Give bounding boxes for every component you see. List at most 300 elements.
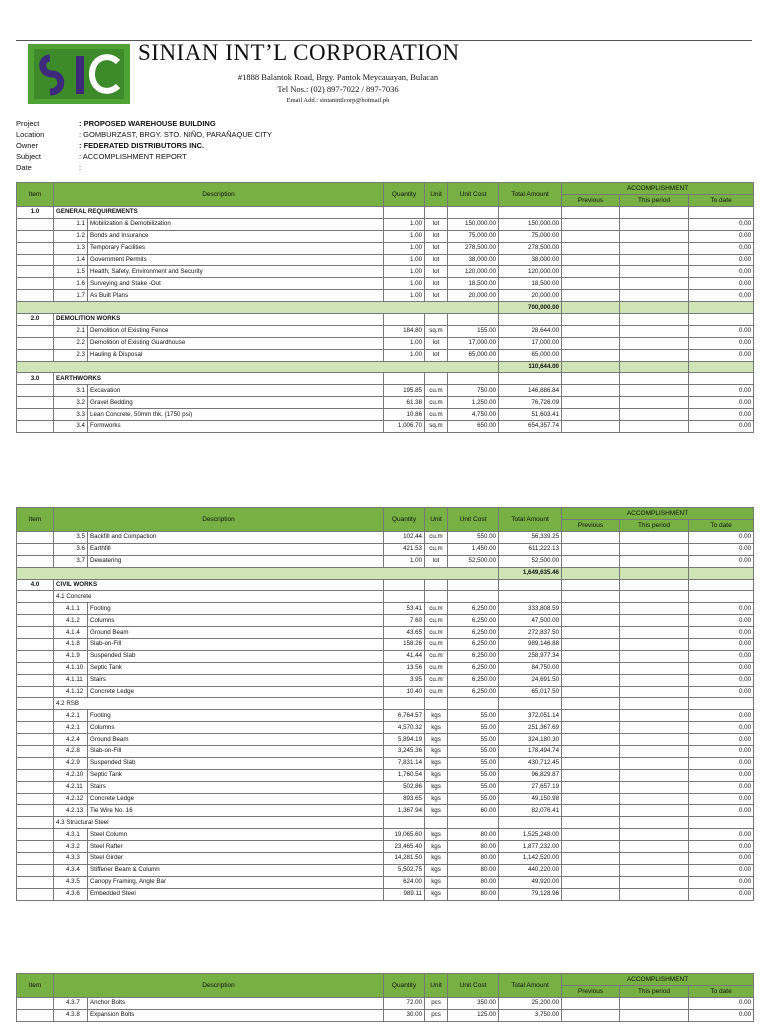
item-description: Slab-on-Fill xyxy=(88,746,384,758)
sub-item-number: 4.3.2 xyxy=(54,841,88,853)
empty-cell xyxy=(689,817,754,829)
col-header-to-date: To date xyxy=(689,986,754,998)
meta-label: Date xyxy=(16,163,32,172)
empty-cell xyxy=(499,314,562,326)
unit-cost: 65,000.00 xyxy=(448,349,499,361)
sub-item-number: 1.6 xyxy=(54,278,88,290)
quantity: 43.65 xyxy=(384,627,425,639)
empty-cell xyxy=(384,207,425,219)
col-header-quantity: Quantity xyxy=(384,508,425,532)
subtotal-amount: 700,000.00 xyxy=(499,302,562,314)
table-row xyxy=(17,722,754,734)
previous xyxy=(562,421,620,433)
empty-cell xyxy=(384,591,425,603)
item-description: Formworks xyxy=(88,421,384,433)
item-description: Footing xyxy=(88,603,384,615)
col-header-this-period: This period xyxy=(620,986,689,998)
empty-cell xyxy=(17,254,54,266)
meta-value: : xyxy=(79,163,82,172)
table-row xyxy=(17,325,754,337)
sub-item-number: 3.5 xyxy=(54,532,88,544)
total-amount: 440,220.00 xyxy=(499,864,562,876)
table-row xyxy=(17,254,754,266)
empty-cell xyxy=(17,876,54,888)
col-header-unit-cost: Unit Cost xyxy=(448,183,499,207)
quantity: 1.00 xyxy=(384,337,425,349)
empty-cell xyxy=(448,579,499,591)
sub-item-number: 1.1 xyxy=(54,218,88,230)
boq-table-page-2 xyxy=(16,507,754,901)
this-period xyxy=(620,639,689,651)
item-description: Hauling & Disposal xyxy=(88,349,384,361)
sub-item-number: 3.6 xyxy=(54,543,88,555)
unit-cost: 20,000.00 xyxy=(448,290,499,302)
company-email: Email Add.: sinianintlcorp@hotmail.ph xyxy=(286,97,390,104)
previous xyxy=(562,218,620,230)
table-row xyxy=(17,734,754,746)
quantity: 13.56 xyxy=(384,662,425,674)
table-row xyxy=(17,817,754,829)
this-period xyxy=(620,805,689,817)
empty-cell xyxy=(17,841,54,853)
unit-cost: 55.00 xyxy=(448,722,499,734)
unit: lot xyxy=(425,555,448,567)
unit-cost: 75,000.00 xyxy=(448,230,499,242)
to-date: 0.00 xyxy=(689,757,754,769)
previous xyxy=(562,1009,620,1021)
to-date: 0.00 xyxy=(689,793,754,805)
sub-item-number: 2.2 xyxy=(54,337,88,349)
sub-item-number: 4.2.4 xyxy=(54,734,88,746)
quantity: 893.65 xyxy=(384,793,425,805)
previous xyxy=(562,639,620,651)
this-period xyxy=(620,674,689,686)
item-description: Stairs xyxy=(88,674,384,686)
total-amount: 372,051.14 xyxy=(499,710,562,722)
previous xyxy=(562,337,620,349)
previous xyxy=(562,242,620,254)
item-description: Steel Column xyxy=(88,829,384,841)
sub-item-number: 4.1.10 xyxy=(54,662,88,674)
item-description: Health, Safety, Environment and Security xyxy=(88,266,384,278)
unit: cu.m xyxy=(425,662,448,674)
unit-cost: 60.00 xyxy=(448,805,499,817)
to-date: 0.00 xyxy=(689,397,754,409)
quantity: 30.00 xyxy=(384,1009,425,1021)
sub-item-number: 1.5 xyxy=(54,266,88,278)
previous xyxy=(562,876,620,888)
empty-cell xyxy=(620,314,689,326)
company-address: #1888 Balantok Road, Brgy. Pantok Meycauayan, Bulacan xyxy=(237,72,439,82)
to-date: 0.00 xyxy=(689,722,754,734)
sub-item-number: 4.2.10 xyxy=(54,769,88,781)
empty-cell xyxy=(689,361,754,373)
empty-cell xyxy=(562,361,620,373)
empty-cell xyxy=(689,302,754,314)
item-number: 2.0 xyxy=(17,314,54,326)
table-row xyxy=(17,567,754,579)
table-row xyxy=(17,242,754,254)
to-date: 0.00 xyxy=(689,769,754,781)
company-logo xyxy=(28,44,130,104)
sub-item-number: 4.2.9 xyxy=(54,757,88,769)
to-date: 0.00 xyxy=(689,805,754,817)
empty-cell xyxy=(448,698,499,710)
col-header-this-period: This period xyxy=(620,195,689,207)
empty-cell xyxy=(17,698,54,710)
empty-cell xyxy=(499,373,562,385)
this-period xyxy=(620,218,689,230)
sub-item-number: 4.2.1 xyxy=(54,710,88,722)
meta-value: : FEDERATED DISTRIBUTORS INC. xyxy=(79,141,205,150)
quantity: 102.44 xyxy=(384,532,425,544)
empty-cell xyxy=(17,567,499,579)
table-row xyxy=(17,686,754,698)
empty-cell xyxy=(17,817,54,829)
sub-item-number: 4.1.1 xyxy=(54,603,88,615)
unit: kgs xyxy=(425,876,448,888)
this-period xyxy=(620,769,689,781)
this-period xyxy=(620,627,689,639)
quantity: 72.00 xyxy=(384,998,425,1010)
item-description: Steel Girder xyxy=(88,853,384,865)
to-date: 0.00 xyxy=(689,639,754,651)
previous xyxy=(562,793,620,805)
to-date: 0.00 xyxy=(689,1009,754,1021)
subtotal-amount: 110,644.00 xyxy=(499,361,562,373)
total-amount: 178,494.74 xyxy=(499,746,562,758)
sub-item-number: 4.2.8 xyxy=(54,746,88,758)
previous xyxy=(562,722,620,734)
sub-item-number: 3.4 xyxy=(54,421,88,433)
previous xyxy=(562,650,620,662)
item-description: Steel Rafter xyxy=(88,841,384,853)
quantity: 184.80 xyxy=(384,325,425,337)
unit: kgs xyxy=(425,746,448,758)
col-header-previous: Previous xyxy=(562,195,620,207)
unit: pcs xyxy=(425,998,448,1010)
item-description: Government Permits xyxy=(88,254,384,266)
unit-cost: 6,250.00 xyxy=(448,615,499,627)
empty-cell xyxy=(620,698,689,710)
previous xyxy=(562,325,620,337)
table-row xyxy=(17,769,754,781)
to-date: 0.00 xyxy=(689,421,754,433)
item-description: Backfill and Compaction xyxy=(88,532,384,544)
to-date: 0.00 xyxy=(689,337,754,349)
quantity: 1.00 xyxy=(384,242,425,254)
meta-value: : PROPOSED WAREHOUSE BUILDING xyxy=(79,119,216,128)
this-period xyxy=(620,864,689,876)
unit: sq.m xyxy=(425,421,448,433)
empty-cell xyxy=(689,698,754,710)
previous xyxy=(562,543,620,555)
sub-item-number: 4.1.9 xyxy=(54,650,88,662)
sub-item-number: 1.4 xyxy=(54,254,88,266)
previous xyxy=(562,757,620,769)
total-amount: 28,644.00 xyxy=(499,325,562,337)
total-amount: 654,357.74 xyxy=(499,421,562,433)
empty-cell xyxy=(384,314,425,326)
unit-cost: 6,250.00 xyxy=(448,627,499,639)
item-description: Stiffener Beam & Column xyxy=(88,864,384,876)
to-date: 0.00 xyxy=(689,662,754,674)
section-title: GENERAL REQUIREMENTS xyxy=(54,207,384,219)
group-title: 4.2 RSB xyxy=(54,698,384,710)
unit: kgs xyxy=(425,805,448,817)
sub-item-number: 4.2.1 xyxy=(54,722,88,734)
empty-cell xyxy=(499,698,562,710)
empty-cell xyxy=(689,567,754,579)
this-period xyxy=(620,266,689,278)
empty-cell xyxy=(17,746,54,758)
table-row xyxy=(17,781,754,793)
total-amount: 989,146.88 xyxy=(499,639,562,651)
unit-cost: 38,000.00 xyxy=(448,254,499,266)
unit: kgs xyxy=(425,829,448,841)
previous xyxy=(562,385,620,397)
this-period xyxy=(620,278,689,290)
table-row xyxy=(17,757,754,769)
total-amount: 27,657.19 xyxy=(499,781,562,793)
this-period xyxy=(620,888,689,900)
empty-cell xyxy=(689,591,754,603)
item-description: Temporary Facilities xyxy=(88,242,384,254)
sub-item-number: 4.1.12 xyxy=(54,686,88,698)
item-description: Ground Beam xyxy=(88,734,384,746)
to-date: 0.00 xyxy=(689,746,754,758)
table-row xyxy=(17,639,754,651)
col-header-unit: Unit xyxy=(425,183,448,207)
table-row xyxy=(17,853,754,865)
unit-cost: 55.00 xyxy=(448,793,499,805)
total-amount: 65,000.00 xyxy=(499,349,562,361)
unit: lot xyxy=(425,218,448,230)
this-period xyxy=(620,242,689,254)
total-amount: 56,339.25 xyxy=(499,532,562,544)
to-date: 0.00 xyxy=(689,278,754,290)
this-period xyxy=(620,337,689,349)
previous xyxy=(562,615,620,627)
this-period xyxy=(620,1009,689,1021)
table-row xyxy=(17,230,754,242)
empty-cell xyxy=(448,207,499,219)
empty-cell xyxy=(17,829,54,841)
unit-cost: 55.00 xyxy=(448,710,499,722)
to-date: 0.00 xyxy=(689,290,754,302)
item-description: Canopy Framing, Angle Bar xyxy=(88,876,384,888)
item-description: Expansion Bolts xyxy=(88,1009,384,1021)
total-amount: 1,877,232.00 xyxy=(499,841,562,853)
empty-cell xyxy=(17,853,54,865)
unit-cost: 6,250.00 xyxy=(448,650,499,662)
this-period xyxy=(620,615,689,627)
quantity: 1,006.70 xyxy=(384,421,425,433)
unit: kgs xyxy=(425,841,448,853)
this-period xyxy=(620,543,689,555)
quantity: 1,367.94 xyxy=(384,805,425,817)
to-date: 0.00 xyxy=(689,555,754,567)
quantity: 1.00 xyxy=(384,254,425,266)
unit: kgs xyxy=(425,793,448,805)
item-description: Columns xyxy=(88,615,384,627)
unit: cu.m xyxy=(425,397,448,409)
to-date: 0.00 xyxy=(689,627,754,639)
quantity: 1.00 xyxy=(384,290,425,302)
unit: kgs xyxy=(425,757,448,769)
unit: lot xyxy=(425,290,448,302)
boq-table-page-1 xyxy=(16,182,754,433)
to-date: 0.00 xyxy=(689,829,754,841)
this-period xyxy=(620,853,689,865)
this-period xyxy=(620,662,689,674)
col-header-previous: Previous xyxy=(562,986,620,998)
unit: cu.m xyxy=(425,603,448,615)
empty-cell xyxy=(384,579,425,591)
previous xyxy=(562,734,620,746)
empty-cell xyxy=(17,532,54,544)
empty-cell xyxy=(17,864,54,876)
unit-cost: 18,500.00 xyxy=(448,278,499,290)
table-row xyxy=(17,314,754,326)
to-date: 0.00 xyxy=(689,409,754,421)
unit: kgs xyxy=(425,864,448,876)
col-header-description: Description xyxy=(54,508,384,532)
col-header-total-amount: Total Amount xyxy=(499,508,562,532)
empty-cell xyxy=(17,734,54,746)
unit-cost: 125.00 xyxy=(448,1009,499,1021)
unit-cost: 6,250.00 xyxy=(448,639,499,651)
previous xyxy=(562,266,620,278)
previous xyxy=(562,555,620,567)
empty-cell xyxy=(17,409,54,421)
empty-cell xyxy=(448,314,499,326)
quantity: 6,764.57 xyxy=(384,710,425,722)
total-amount: 611,222.13 xyxy=(499,543,562,555)
table-row xyxy=(17,555,754,567)
this-period xyxy=(620,290,689,302)
this-period xyxy=(620,532,689,544)
this-period xyxy=(620,734,689,746)
total-amount: 24,691.50 xyxy=(499,674,562,686)
empty-cell xyxy=(689,373,754,385)
empty-cell xyxy=(17,266,54,278)
empty-cell xyxy=(562,698,620,710)
this-period xyxy=(620,998,689,1010)
empty-cell xyxy=(384,817,425,829)
table-row xyxy=(17,662,754,674)
empty-cell xyxy=(17,639,54,651)
previous xyxy=(562,686,620,698)
this-period xyxy=(620,722,689,734)
sub-item-number: 1.2 xyxy=(54,230,88,242)
total-amount: 17,000.00 xyxy=(499,337,562,349)
unit: lot xyxy=(425,242,448,254)
table-row xyxy=(17,532,754,544)
section-title: CIVIL WORKS xyxy=(54,579,384,591)
this-period xyxy=(620,603,689,615)
to-date: 0.00 xyxy=(689,686,754,698)
quantity: 195.85 xyxy=(384,385,425,397)
total-amount: 96,829.87 xyxy=(499,769,562,781)
total-amount: 82,076.41 xyxy=(499,805,562,817)
quantity: 1.00 xyxy=(384,349,425,361)
table-row xyxy=(17,278,754,290)
unit: pcs xyxy=(425,1009,448,1021)
empty-cell xyxy=(17,769,54,781)
sub-item-number: 4.1.4 xyxy=(54,627,88,639)
total-amount: 65,017.50 xyxy=(499,686,562,698)
this-period xyxy=(620,397,689,409)
previous xyxy=(562,888,620,900)
empty-cell xyxy=(620,361,689,373)
col-header-previous: Previous xyxy=(562,520,620,532)
previous xyxy=(562,662,620,674)
item-number: 3.0 xyxy=(17,373,54,385)
meta-label: Owner xyxy=(16,141,39,150)
col-header-accomplishment: ACCOMPLISHMENT xyxy=(562,183,754,195)
table-row xyxy=(17,218,754,230)
quantity: 7,831.14 xyxy=(384,757,425,769)
quantity: 3,245.36 xyxy=(384,746,425,758)
to-date: 0.00 xyxy=(689,543,754,555)
total-amount: 324,180.30 xyxy=(499,734,562,746)
unit: lot xyxy=(425,230,448,242)
empty-cell xyxy=(562,373,620,385)
item-number: 4.0 xyxy=(17,579,54,591)
empty-cell xyxy=(562,817,620,829)
quantity: 10.40 xyxy=(384,686,425,698)
unit-cost: 550.00 xyxy=(448,532,499,544)
empty-cell xyxy=(17,757,54,769)
item-description: Slab-on-Fill xyxy=(88,639,384,651)
boq-table-page-3 xyxy=(16,973,754,1022)
total-amount: 1,142,520.00 xyxy=(499,853,562,865)
table-row xyxy=(17,603,754,615)
empty-cell xyxy=(17,1009,54,1021)
col-header-this-period: This period xyxy=(620,520,689,532)
empty-cell xyxy=(620,302,689,314)
total-amount: 20,000.00 xyxy=(499,290,562,302)
col-header-quantity: Quantity xyxy=(384,183,425,207)
empty-cell xyxy=(499,591,562,603)
sub-item-number: 4.3.7 xyxy=(54,998,88,1010)
col-header-accomplishment: ACCOMPLISHMENT xyxy=(562,508,754,520)
unit-cost: 55.00 xyxy=(448,757,499,769)
unit: cu.m xyxy=(425,686,448,698)
to-date: 0.00 xyxy=(689,325,754,337)
empty-cell xyxy=(620,567,689,579)
previous xyxy=(562,254,620,266)
item-number: 1.0 xyxy=(17,207,54,219)
item-description: Bonds and Insurance xyxy=(88,230,384,242)
to-date: 0.00 xyxy=(689,864,754,876)
unit: lot xyxy=(425,278,448,290)
sub-item-number: 1.7 xyxy=(54,290,88,302)
col-header-total-amount: Total Amount xyxy=(499,974,562,998)
to-date: 0.00 xyxy=(689,603,754,615)
previous xyxy=(562,781,620,793)
col-header-total-amount: Total Amount xyxy=(499,183,562,207)
unit-cost: 80.00 xyxy=(448,864,499,876)
empty-cell xyxy=(17,218,54,230)
unit: kgs xyxy=(425,769,448,781)
this-period xyxy=(620,230,689,242)
quantity: 1.00 xyxy=(384,266,425,278)
item-description: Lean Concrete, 50mm thk. (1750 psi) xyxy=(88,409,384,421)
item-description: Septic Tank xyxy=(88,769,384,781)
empty-cell xyxy=(620,817,689,829)
